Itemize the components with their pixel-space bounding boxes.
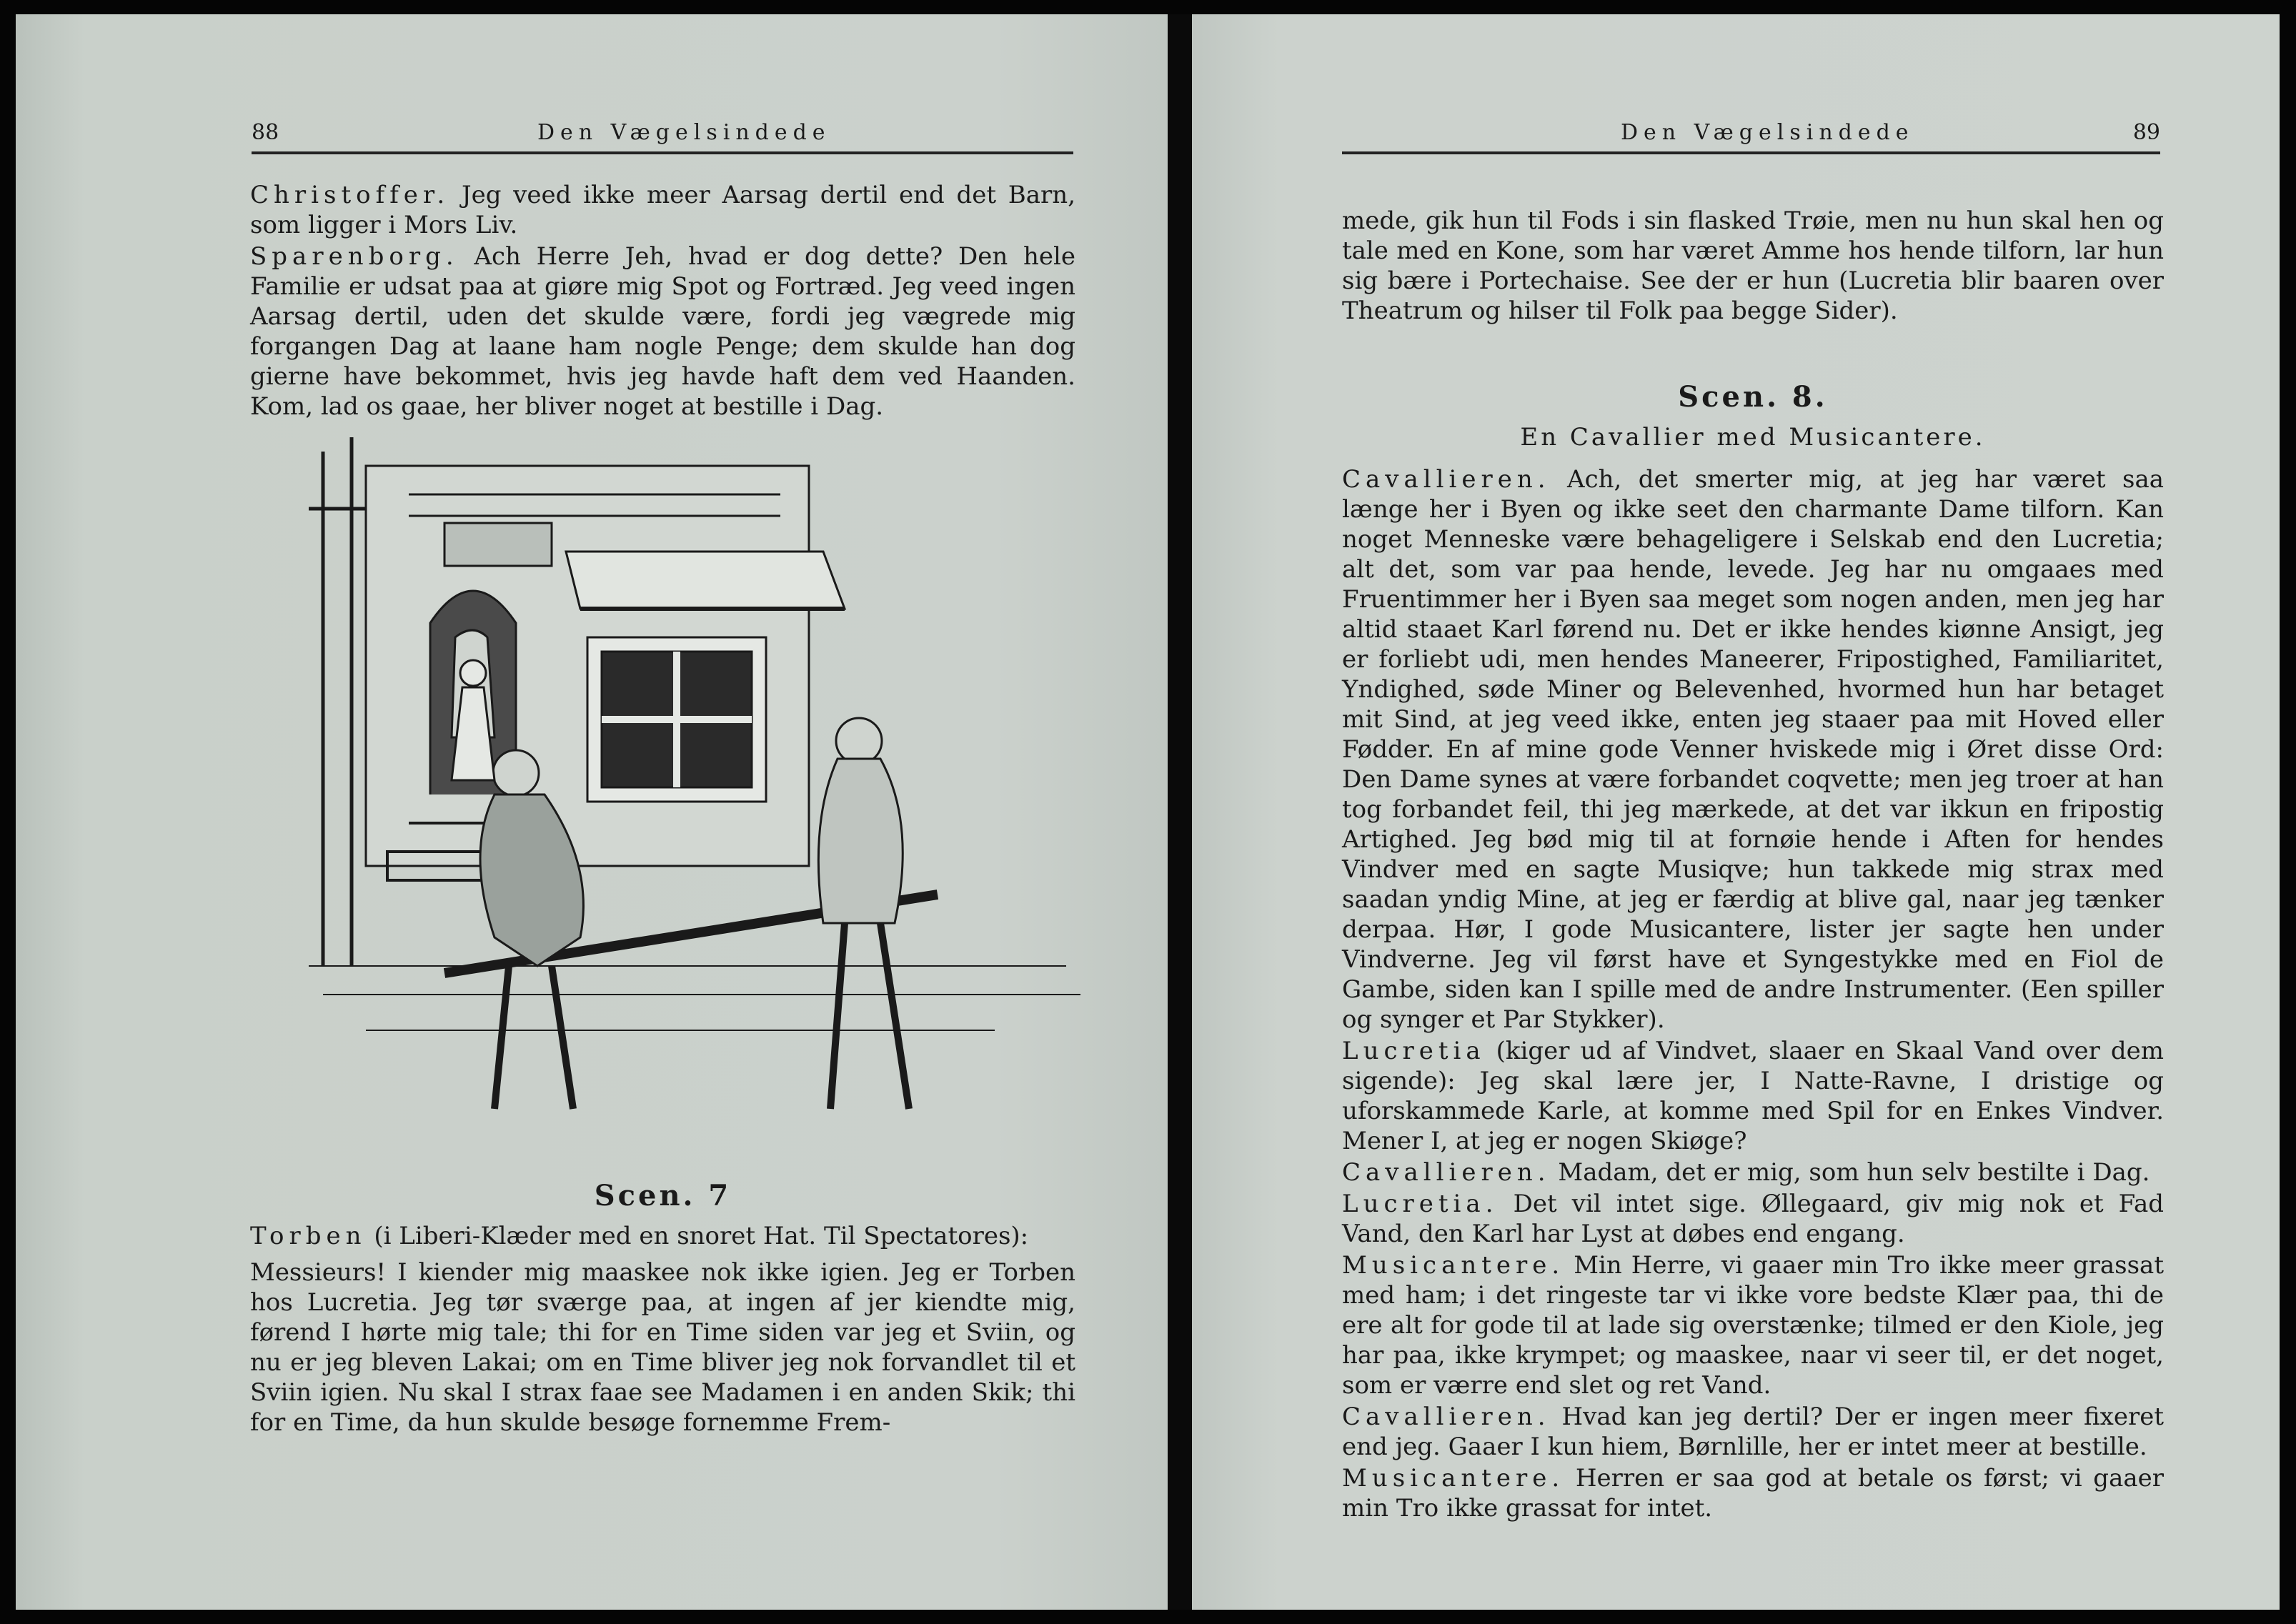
book-spine <box>1168 14 1192 1610</box>
speech-text: Hvad kan jeg dertil? Der er ingen meer fixeret end jeg. Gaaer I kun hiem, Børnlille, her er intet meer at bestille. <box>1342 1403 2164 1461</box>
left-running-head <box>252 120 1073 154</box>
speaker-name: Cavallieren. <box>1342 1158 1551 1187</box>
speech-text: Jeg veed ikke meer Aarsag dertil end det Barn, som ligger i Mors Liv. <box>250 181 1075 239</box>
paragraph <box>250 241 1075 422</box>
speech-text: Herren er saa god at betale os først; vi gaaer min Tro ikke grassat for intet. <box>1342 1464 2164 1523</box>
speaker-name: Sparenborg. <box>250 242 459 271</box>
right-top-text <box>1342 206 2164 326</box>
speaker-name: Lucretia <box>1342 1037 1486 1065</box>
paragraph <box>1342 1250 2164 1400</box>
paragraph <box>1342 1402 2164 1462</box>
paragraph <box>1342 1463 2164 1523</box>
left-running-title: Den Vægelsindede <box>537 120 831 145</box>
right-running-head <box>1342 120 2160 154</box>
scene-heading: Scen. 7 <box>594 1179 732 1212</box>
scene-subheading: En Cavallier med Musicantere. <box>1520 423 1986 452</box>
paragraph <box>1342 1189 2164 1249</box>
speech-text: (kiger ud af Vindvet, slaaer en Skaal Vand over dem sigende): Jeg skal lære jer, I Natte-Ravne, I dristige og uforskammede Karle, at komme med Spil for en Enkes Vindver. Mener I, at jeg er nogen Skiøge? <box>1342 1037 2164 1155</box>
speaker-name: Christoffer. <box>250 181 450 209</box>
illustration-sedan-chair-scene <box>280 423 1098 1170</box>
left-top-text <box>250 180 1075 422</box>
paragraph <box>1342 1157 2164 1187</box>
left-bottom-text <box>250 1257 1075 1438</box>
speech-text: Ach, det smerter mig, at jeg har været saa længe her i Byen og ikke seet den charmante Dame tilforn. Kan noget Menneske være behageligere i Selskab end den Lucretia; alt det, som var paa hende, levede. Jeg har nu omgaaes med Fruentimmer her i Byen saa meget som nogen anden, men jeg har altid staaet Karl førend nu. Det er ikke hendes kiønne Ansigt, jeg er forliebt udi, men hendes Maneerer, Fripostighed, Familiaritet, Yndighed, søde Miner og Belevenhed, hvormed hun har betaget mit Sind, at jeg veed ikke, enten jeg staaer paa mit Hoved eller Fødder. En af mine gode Venner hviskede mig i Øret disse Ord: Den Dame synes at være forbandet coqvette; men jeg troer at han tog forbandet feil, thi jeg mærkede, at det var ikkun en fripostig Artighed. Jeg bød mig til at fornøie hende i Aften for hendes Vindver med en sagte Musiqve; hun takkede mig strax med saadan yndig Mine, at jeg er færdig at blive gal, naar jeg tænker derpaa. Hør, I gode Musicantere, lister jer sagte hen under Vindverne. Jeg vil først have et Syngestykke med en Fiol de Gambe, siden kan I spille med de andre Instrumenter. (Een spiller og synger et Par Stykker). <box>1342 465 2164 1034</box>
speaker-name: Musicantere. <box>1342 1251 1565 1280</box>
speaker-name: Cavallieren. <box>1342 1403 1551 1431</box>
speaker-name: Torben <box>250 1222 367 1250</box>
right-page <box>1192 14 2280 1610</box>
left-page <box>16 14 1168 1610</box>
paragraph: Messieurs! I kiender mig maaskee nok ikke igien. Jeg er Torben hos Lucretia. Jeg tør sværge paa, at ingen af jer kiendte mig, førend I hørte mig tale; thi for en Time siden var jeg et Sviin, og nu er jeg bleven Lakai; om en Time bliver jeg nok forvandlet til et Sviin igien. Nu skal I strax faae see Madamen i en anden Skik; thi for en Time, da hun skulde besøge fornemme Frem- <box>250 1258 1075 1437</box>
right-main-text <box>1342 464 2164 1523</box>
scene-heading: Scen. 8. <box>1678 380 1828 414</box>
stage-direction: (i Liberi-Klæder med en snoret Hat. Til Spectatores): <box>366 1222 1029 1250</box>
paragraph <box>1342 1036 2164 1156</box>
paragraph: mede, gik hun til Fods i sin flasked Trøie, men nu hun skal hen og tale med en Kone, som har været Amme hos hende tilforn, lar hun sig bære i Portechaise. See der er hun (Lucretia blir baaren over Theatrum og hilser til Folk paa begge Sider). <box>1342 206 2164 325</box>
speaker-name: Lucretia. <box>1342 1190 1499 1218</box>
speech-text: Min Herre, vi gaaer min Tro ikke meer grassat med ham; i det ringeste tar vi ikke vore bedste Klær paa, thi de ere alt for gode til at lade sig overstænke; tilmed er den Kiole, jeg har paa, ikke krympet; og maaskee, naar vi seer til, er det noget, som er værre end slet og ret Vand. <box>1342 1251 2164 1400</box>
speech-text: Ach Herre Jeh, hvad er dog dette? Den hele Familie er udsat paa at giøre mig Spot og Fortræd. Jeg veed ingen Aarsag dertil, uden det skulde være, fordi jeg vægrede mig forgangen Dag at laane ham nogle Penge; dem skulde han dog gierne have bekommet, hvis jeg havde haft dem ved Haanden. Kom, lad os gaae, her bliver noget at bestille i Dag. <box>250 242 1075 421</box>
speech-text: Madam, det er mig, som hun selv bestilte i Dag. <box>1550 1158 2150 1187</box>
speech-text: Det vil intet sige. Øllegaard, giv mig nok et Fad Vand, den Karl har Lyst at døbes end engang. <box>1342 1190 2164 1248</box>
scene-subheading <box>250 1222 1075 1250</box>
right-running-title: Den Vægelsindede <box>1621 120 1914 145</box>
paragraph <box>1342 464 2164 1035</box>
speaker-name: Musicantere. <box>1342 1464 1565 1493</box>
right-page-number: 89 <box>2132 120 2160 145</box>
speaker-name: Cavallieren. <box>1342 465 1551 494</box>
paragraph <box>250 180 1075 240</box>
left-page-number: 88 <box>252 120 279 145</box>
